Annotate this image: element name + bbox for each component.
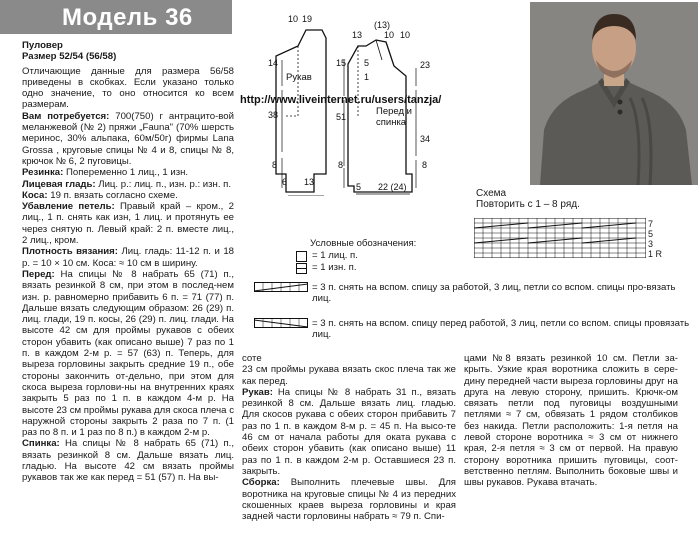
legend-cable-back: = 3 п. снять на вспом. спицу за работой, 3 лиц, петли со вспом. спицы про-вязать лиц. [312, 282, 676, 305]
neck-2: 1 [364, 72, 370, 82]
scheme-repeat: Повторить с 1 – 8 ряд. [476, 199, 580, 210]
page-title: Модель 36 [62, 4, 193, 31]
back-label: Спинка: [22, 438, 60, 450]
cable-label: Коса: [22, 189, 48, 201]
body-bottom-1: 5 [356, 182, 362, 192]
row-label-7: 7 [648, 219, 654, 229]
row-label-5: 5 [648, 229, 654, 239]
legend-cable-front: = 3 п. снять на вспом. спицу перед работой, 3 лиц, петли со вспом. спицы провязать лиц. [312, 318, 690, 341]
front-text: На спицы № 8 набрать 65 (71) п., вязать резинкой 8 см, при этом в послед-нем изн. р. равномерно прибавить 6 п. = 71 (77) п. Дальше вязать следующим образом: 26 (29) п. лиц. глади, 19 п. косы, 26 (29) п. лиц. глади. На высоте 42 см для проймы рукавов с обеих сторон убавить (как описано выше) 7 раз по 1 п. в каждом 2-м р. = 57 (63) п. Теперь, для выреза горловины закрыть средние 19 п., обе стороны закончить от-дельно, при этом для скоса выреза горлови-ны на внутренних краях закрыть 5 раз по 1 п. в каждом 4-м р. На высоте 23 см проймы рукава для скоса плеча с наружной стороны закрыть 2 раза по 7 п. (1 раз по 8 п. и 1 раз по 8 п.) в каждом 2-м р. [22, 268, 235, 439]
body-bottom-2: 22 (24) [378, 182, 407, 192]
gauge-label: Плотность вязания: [22, 246, 118, 258]
body-left-2: 51 [336, 112, 347, 122]
body-label: Перед и спинка [376, 106, 412, 128]
stockinette-label: Лицевая гладь: [22, 178, 96, 190]
sleeve-top-2: 19 [302, 14, 313, 24]
middle-cont-text: 23 см проймы рукава вязать скос плеча так же как перед. [242, 364, 456, 387]
sleeve-bottom-1: 6 [282, 177, 288, 187]
gauge-text: Лиц. гладь: 11-12 п. и 18 р. = 10 × 10 см. Коса: ≈ 10 см в ширину. [22, 246, 234, 269]
sleeve-left-3: 8 [272, 160, 278, 170]
dec-text: Правый край – кром., 2 лиц., 1 п. снять как изн, 1 лиц. и протянуть ее через снятую п. Левый край: 2 п. вместе лиц., 2 лиц., кром. [22, 201, 234, 247]
body-top-paren: (13) [374, 20, 391, 30]
sleeve-bottom-2: 13 [304, 177, 315, 187]
legend-purl: = 1 изн. п. [312, 262, 357, 273]
body-top-b: 10 [384, 30, 395, 40]
body-left-3: 8 [338, 160, 344, 170]
stockinette-text: Лиц. р.: лиц. п., изн. р.: изн. п. [98, 178, 232, 190]
legend-title: Условные обозначения: [310, 238, 417, 249]
product-name: Пуловер [22, 40, 63, 51]
sleeve-left-2: 38 [268, 110, 279, 120]
front-label: Перед: [22, 268, 55, 280]
materials-text: 700(750) г антрацито-вой меланжевой (№ 2) пряжи „Fauna" (70% шерсть меринос, 30% альпака, 60м/50г) фирмы Lana Grossa , круговые спицы № 4 и 8, спицы № 8, крючок № 6, 2 пуговицы. [22, 110, 234, 167]
cable-front-symbol [254, 318, 308, 328]
sleeve-section-text: На спицы № 8 набрать 31 п., вязать резинкой 8 см. Дальше вязать лиц. гладью. Для скосов рукава с обеих сторон прибавить 7 раз по 1 п. в каждом 8-м р. = 45 п. На высо-те 46 см от начала работы для оката рукава с обеих сторон убавить (как описано выше) 11 раз по 1 п. в каждом 2-м р. Оставшиеся 23 п. закрыть. [242, 386, 456, 477]
cable-chart-grid [474, 218, 646, 258]
assembly-text: Выполнить плечевые швы. Для воротника на круговые спицы № 4 из передних скошенных краев выреза горловины и края задней части горловины набрать ≈ 79 п. Спи- [242, 477, 457, 523]
body-right-3: 8 [422, 160, 428, 170]
legend-knit: = 1 лиц. п. [312, 250, 358, 261]
sleeve-outline [276, 30, 326, 192]
middle-cont: соте [242, 353, 262, 364]
middle-column [242, 353, 456, 522]
left-column [22, 40, 234, 484]
body-right-1: 23 [420, 60, 431, 70]
size-line: Размер 52/54 (56/58) [22, 51, 117, 63]
body-top-c: 10 [400, 30, 411, 40]
body-left-1: 15 [336, 58, 347, 68]
sleeve-section-label: Рукав: [242, 386, 273, 398]
rib-text: Попеременно 1 лиц., 1 изн. [65, 167, 189, 179]
back-text: На спицы № 8 набрать 65 (71) п., вязать резинкой 8 см. Дальше вязать лиц. гладью. На высоте 42 см вязать проймы рукавов так же как перед = 51 (57) п. На вы- [22, 438, 235, 484]
materials-label: Вам потребуется: [22, 110, 110, 122]
model-photo [530, 2, 698, 185]
purl-symbol [296, 263, 307, 274]
scheme-title: Схема [476, 188, 507, 199]
row-label-1: 1 R [648, 249, 663, 259]
source-url[interactable]: http://www.liveinternet.ru/users/tanzja/ [240, 94, 442, 106]
right-column [464, 353, 678, 489]
body-top-a: 13 [352, 30, 363, 40]
dec-label: Убавление петель: [22, 201, 115, 213]
sleeve-left-1: 14 [268, 58, 279, 68]
sleeve-label: Рукав [286, 72, 312, 83]
intro-text: Отличающие данные для размера 56/58 приведены в скобках. Если указано только одно значение, то оно относится ко всем размерам. [22, 65, 234, 111]
rib-label: Резинка: [22, 167, 64, 179]
body-right-2: 34 [420, 134, 431, 144]
cable-back-symbol [254, 282, 308, 292]
row-label-3: 3 [648, 239, 654, 249]
sleeve-top-1: 10 [288, 14, 299, 24]
right-text: цами №8 вязать резинкой 10 см. Петли за-крыть. Узкие края воротника сложить в сере-дину передней части выреза горловины друг на друга на левую сторону, пришить. Крючк-ом связать петли под пуговицы воздушными петлями ≈ 7 см, обвязать 1 рядом столбиков без накида. Петли расположить: 1-я петля на левой стороне воротника ≈ 3 см от нижнего края, 2-я петля ≈ 3 см от первой. На правую сторону воротника пришить пуговицы, соот-ветственно петлям. Выполнить боковые швы и швы рукавов. Рукава втачать. [464, 353, 678, 489]
cable-text: 19 п. вязать согласно схеме. [50, 189, 178, 201]
neck-1: 5 [364, 58, 370, 68]
assembly-label: Сборка: [242, 477, 280, 489]
knit-symbol [296, 251, 307, 262]
